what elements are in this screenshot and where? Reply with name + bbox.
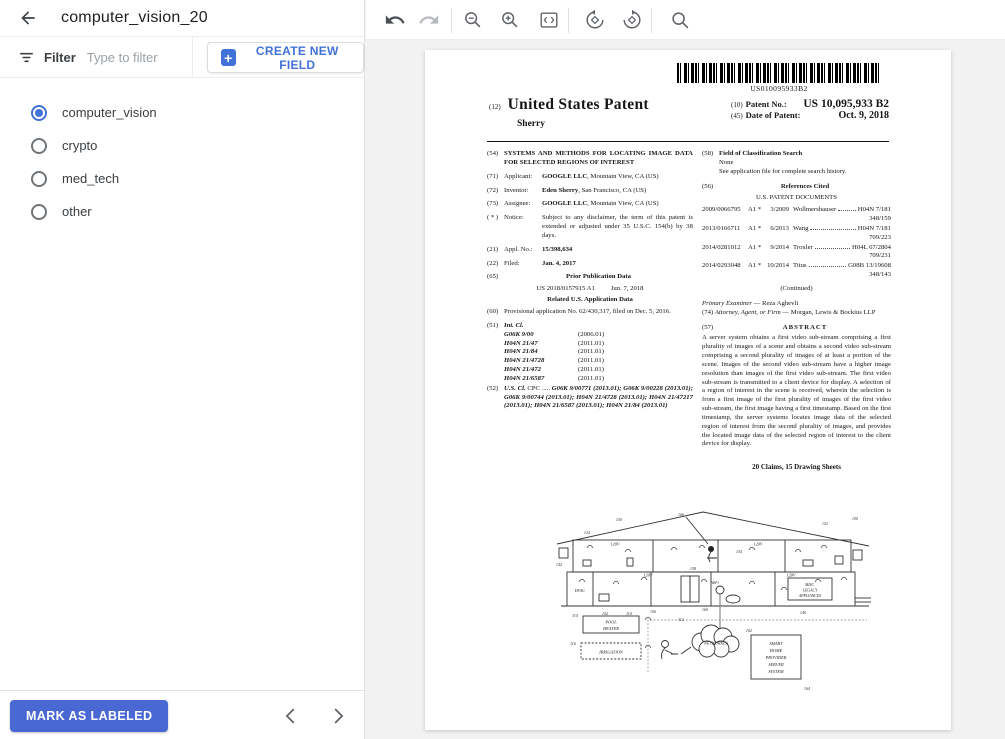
svg-text:110: 110 (626, 611, 632, 616)
network-boundary (648, 620, 867, 672)
field-tag: ( * ) (487, 214, 499, 222)
ref-name: Wang (793, 224, 809, 232)
field-tag: (56) (702, 182, 714, 190)
viewer-toolbar (366, 0, 1005, 40)
fit-width-button[interactable] (538, 9, 560, 31)
us-patent-documents-heading: U.S. PATENT DOCUMENTS (755, 194, 837, 202)
int-cl-code: H04N 21/472 (504, 366, 541, 374)
server-label: SYSTEM (768, 669, 784, 674)
related-data-heading: Related U.S. Application Data (547, 296, 633, 304)
misc-label: MISC. (804, 583, 816, 587)
field-tag: (72) (487, 186, 499, 194)
radio-icon[interactable] (31, 138, 47, 154)
int-cl-year: (2006.01) (578, 330, 605, 338)
mark-as-labeled-button[interactable]: MARK AS LABELED (10, 700, 168, 732)
rotate-ccw-icon (584, 9, 606, 31)
field-tag: (22) (487, 259, 499, 267)
svg-text:154: 154 (735, 549, 743, 554)
ref-class: H04L 67/2804 (852, 243, 891, 251)
field-tag: (51) (487, 321, 499, 329)
svg-text:112: 112 (678, 617, 684, 622)
field-tag: (73) (487, 200, 499, 208)
toolbar-divider (651, 8, 652, 33)
reference-entry (702, 206, 891, 224)
fit-width-icon (538, 9, 560, 31)
assignee-name: GOOGLE LLC (542, 200, 588, 208)
related-text: Provisional application No. 62/430,317, filed on Dec. 5, 2016. (504, 307, 671, 315)
voltage-label: 120V (786, 572, 796, 578)
create-new-field-button[interactable] (207, 42, 364, 73)
undo-button[interactable] (384, 9, 406, 31)
applicant-rest: , Mountain View, CA (US) (587, 172, 659, 180)
ref-class2: 709/231 (869, 252, 891, 260)
prior-publication-heading: Prior Publication Data (566, 273, 631, 281)
int-cl-year: (2011.01) (578, 357, 604, 365)
int-cl-year: (2011.01) (578, 348, 604, 356)
inventor-name: Eden Sherry (542, 186, 579, 194)
cpc-text: G06K 9/00771 (2013.01); G06K 9/00228 (2013.01); G06K 9/00744 (2013.01); H04N 21/4728 (2013.01); H04N 21/47217 (2013.01); H04N 21/6587 (2013.01); H04N 21/84 (2013.01) (504, 384, 693, 410)
zoom-out-button[interactable] (462, 9, 484, 31)
field-tag: (65) (487, 273, 499, 281)
field-tag: (54) (487, 150, 499, 157)
ref-kind: A1 * (748, 224, 762, 232)
filed-label: Filed: (504, 259, 520, 267)
inventor-surname: Sherry (517, 119, 545, 129)
search-button[interactable] (669, 9, 691, 31)
filter-row (0, 37, 364, 78)
wifi-router (716, 586, 724, 594)
roof-line (557, 512, 869, 546)
publication-number: US 2018/0157915 A1 (536, 285, 595, 293)
voltage-label: 120V (643, 572, 653, 578)
zoom-in-icon (499, 9, 521, 31)
patent-date-label: Date of Patent: (745, 110, 801, 120)
svg-text:152: 152 (821, 521, 829, 526)
server-label: SMART (769, 641, 783, 646)
zoom-in-button[interactable] (499, 9, 521, 31)
publication-date: Jun. 7, 2018 (610, 285, 644, 293)
int-cl-code: H04N 21/4728 (504, 357, 545, 365)
svg-text:124: 124 (583, 530, 591, 535)
hvac-label: HVAC (574, 588, 586, 593)
continued-note: (Continued) (780, 284, 813, 292)
server-label: SERVER (768, 662, 784, 667)
next-item-button[interactable] (327, 705, 349, 727)
undo-icon (384, 9, 406, 31)
field-tag: (74) (702, 308, 714, 316)
ref-class2: 348/143 (869, 271, 891, 279)
svg-text:158: 158 (689, 566, 697, 571)
barcode (677, 63, 881, 83)
pool-heater-label: HEATER (603, 626, 619, 631)
option-label: crypto (62, 138, 98, 153)
int-cl-label: Int. Cl. (504, 321, 524, 329)
radio-option-computer-vision[interactable] (0, 96, 364, 129)
barcode-text: US010095933B2 (750, 84, 808, 93)
int-cl-year: (2011.01) (578, 366, 604, 374)
field-tag: (21) (487, 245, 499, 253)
ref-kind: A1 * (748, 262, 762, 270)
svg-text:116: 116 (570, 641, 576, 646)
appl-no: 15/398,634 (542, 245, 573, 253)
examiner-label: Primary Examiner (702, 299, 752, 307)
abstract-heading: ABSTRACT (782, 323, 828, 331)
ref-kind: A1 * (748, 243, 762, 251)
ref-num: 2014/0293048 (702, 262, 741, 270)
voltage-label: 120V (610, 541, 620, 547)
applicant-name: GOOGLE LLC (542, 172, 588, 180)
ref-class: H04N 7/181 (857, 224, 891, 232)
int-cl-code: H04N 21/47 (504, 339, 538, 347)
int-cl-year: (2011.01) (578, 374, 604, 382)
server-label: HOME (769, 648, 783, 653)
assignee-rest: , Mountain View, CA (US) (587, 200, 659, 208)
svg-text:106: 106 (649, 609, 657, 614)
reference-entry (702, 244, 891, 262)
field-tag: (45) (731, 112, 743, 120)
toolbar-divider (568, 8, 569, 33)
patent-title: United States Patent (507, 96, 649, 113)
ref-kind: A1 * (748, 206, 762, 214)
field-tag: (57) (702, 323, 714, 331)
previous-item-button[interactable] (280, 705, 302, 727)
figure-reference-numerals (556, 512, 859, 691)
int-cl-code: H04N 21/84 (504, 348, 538, 356)
kind-code: (12) (489, 103, 501, 111)
person-figure (708, 546, 714, 552)
svg-text:162: 162 (745, 628, 753, 633)
patent-header-right (731, 98, 889, 121)
field-tag: (10) (731, 101, 743, 109)
pool-heater-label: POOL (605, 619, 617, 625)
rotate-cw-button[interactable] (621, 9, 643, 31)
patent-left-column (487, 150, 693, 473)
option-label: computer_vision (62, 105, 157, 120)
us-cl-label: U.S. Cl. (504, 384, 526, 392)
ref-date: 6/2013 (770, 224, 789, 232)
ref-name: Troxler (793, 243, 813, 251)
svg-text:140: 140 (799, 610, 807, 615)
ref-class2: 709/223 (869, 233, 891, 241)
rotate-cw-icon (621, 9, 643, 31)
patent-right-column (702, 150, 891, 473)
ref-num: 2014/0281012 (702, 243, 741, 251)
applicant-label: Applicant: (504, 172, 533, 180)
svg-text:100: 100 (851, 516, 859, 521)
ref-name: Wollmershauser (793, 206, 837, 214)
create-new-field-label: CREATE NEW FIELD (255, 43, 339, 72)
chevron-left-icon (280, 705, 302, 727)
misc-label: LEGACY (802, 588, 818, 593)
radio-option-med-tech[interactable] (0, 162, 364, 195)
redo-button[interactable] (418, 9, 440, 31)
page-title: computer_vision_20 (61, 9, 208, 26)
ref-class2: 348/159 (869, 215, 891, 223)
notice-text: Subject to any disclaimer, the term of this patent is extended or adjusted under 35 U.S.C. 154(b) by 38 days. (542, 214, 693, 239)
user-figure (662, 641, 669, 648)
radio-icon[interactable] (31, 204, 47, 220)
ref-date: 3/2009 (770, 206, 789, 214)
label-options (0, 78, 364, 228)
int-cl-code: G06K 9/00 (504, 330, 534, 338)
attorney-label: Attorney, Agent, or Firm (714, 308, 781, 316)
patent-page (425, 50, 951, 730)
panel-footer (0, 690, 364, 739)
field-tag: (60) (487, 307, 499, 315)
svg-text:164: 164 (803, 686, 811, 691)
int-cl-year: (2011.01) (578, 339, 604, 347)
appl-no-label: Appl. No.: (504, 245, 533, 253)
label-panel (0, 0, 365, 739)
document-viewer (366, 40, 1005, 739)
field-tag: (58) (702, 150, 714, 157)
patent-body (487, 150, 891, 473)
claims-line: 20 Claims, 15 Drawing Sheets (752, 463, 841, 472)
toolbar-divider (451, 8, 452, 33)
references-heading: References Cited (780, 182, 830, 190)
svg-text:142: 142 (555, 562, 563, 567)
redo-icon (418, 9, 440, 31)
radio-icon[interactable] (31, 171, 47, 187)
irrigation-label: IRRIGATION (599, 649, 623, 655)
svg-text:160: 160 (701, 607, 709, 612)
radio-selected-icon[interactable] (31, 105, 47, 121)
svg-text:150: 150 (615, 517, 623, 522)
rotate-ccw-button[interactable] (584, 9, 606, 31)
cpc-prefix: CPC ..... (527, 384, 551, 392)
invention-title: SYSTEMS AND METHODS FOR LOCATING IMAGE DATA FOR SELECTED REGIONS OF INTEREST (504, 150, 693, 166)
divider (192, 37, 193, 77)
ref-date: 9/2014 (770, 243, 789, 251)
server-label: PROVIDER (765, 655, 787, 660)
ref-date: 10/2014 (767, 262, 789, 270)
abstract-text: A server system obtains a first video sub-stream comprising a first plurality of images of a scene and obtains a second video sub-stream comprising a second plurality of images of at least a portion of the scene. Images of the second video sub-stream have a higher image resolution than images of the first video sub-stream. The first video sub-stream is transmitted to a client device for display. A selection of a region of interest in the scene is received, wherein the selection is from a first image of the first plurality of images of the first video sub-stream, the first image having a first timestamp. Based on the first timestamp, the server systems locates image data of the selected region of interest from the second plurality of images, and provides the located image data of the selected region of interest to the client device for display. (702, 334, 891, 448)
zoom-out-icon (462, 9, 484, 31)
filed-date: Jan. 4, 2017 (542, 259, 576, 267)
attorney-name: — Morgan, Lewis & Bockius LLP (780, 308, 876, 316)
examiner-name: — Reza Aghevli (751, 299, 799, 307)
radio-option-crypto[interactable] (0, 129, 364, 162)
search-icon (669, 9, 691, 31)
wifi-label: WiFi (711, 581, 719, 585)
chevron-right-icon (327, 705, 349, 727)
radio-option-other[interactable] (0, 195, 364, 228)
option-label: other (62, 204, 92, 219)
classification-search-heading: Field of Classification Search (719, 150, 803, 157)
svg-text:102: 102 (601, 611, 609, 616)
header-rule (487, 141, 889, 142)
field-tag: (52) (487, 384, 499, 392)
classification-none: None (719, 158, 734, 166)
ref-class: H04N 7/181 (857, 206, 891, 214)
svg-text:114: 114 (572, 613, 578, 618)
reference-entry (702, 225, 891, 243)
patent-number: US 10,095,933 B2 (803, 98, 889, 110)
svg-text:166: 166 (677, 512, 685, 517)
int-cl-code: H04N 21/6587 (504, 374, 545, 382)
ref-num: 2009/0066795 (702, 206, 741, 214)
field-tag: (71) (487, 172, 499, 180)
patent-header-left (489, 96, 649, 114)
classification-note: See application file for complete search history. (719, 167, 847, 175)
filter-label: Filter (44, 49, 76, 65)
inventor-rest: , San Francisco, CA (US) (578, 186, 647, 194)
voltage-label: 120V (753, 541, 763, 547)
panel-header (0, 0, 364, 37)
inventor-label: Inventor: (504, 186, 529, 194)
ref-num: 2013/0166711 (702, 224, 741, 232)
network-label: NETWORK(S) (704, 640, 728, 646)
reference-entry (702, 262, 891, 280)
patent-date: Oct. 9, 2018 (838, 110, 889, 121)
arrow-left-icon (18, 8, 38, 28)
plus-icon: + (221, 49, 236, 66)
ref-class: G08B 13/19608 (848, 262, 891, 270)
patent-figure (553, 508, 873, 718)
notice-label: Notice: (504, 214, 524, 222)
misc-label: APPLIANCES (798, 594, 822, 598)
ref-name: Titus (793, 262, 807, 270)
assignee-label: Assignee: (504, 200, 531, 208)
filter-icon (18, 49, 35, 66)
filter-input[interactable] (85, 49, 180, 66)
option-label: med_tech (62, 171, 120, 186)
patent-no-label: Patent No.: (745, 99, 787, 109)
back-button[interactable] (17, 7, 39, 29)
